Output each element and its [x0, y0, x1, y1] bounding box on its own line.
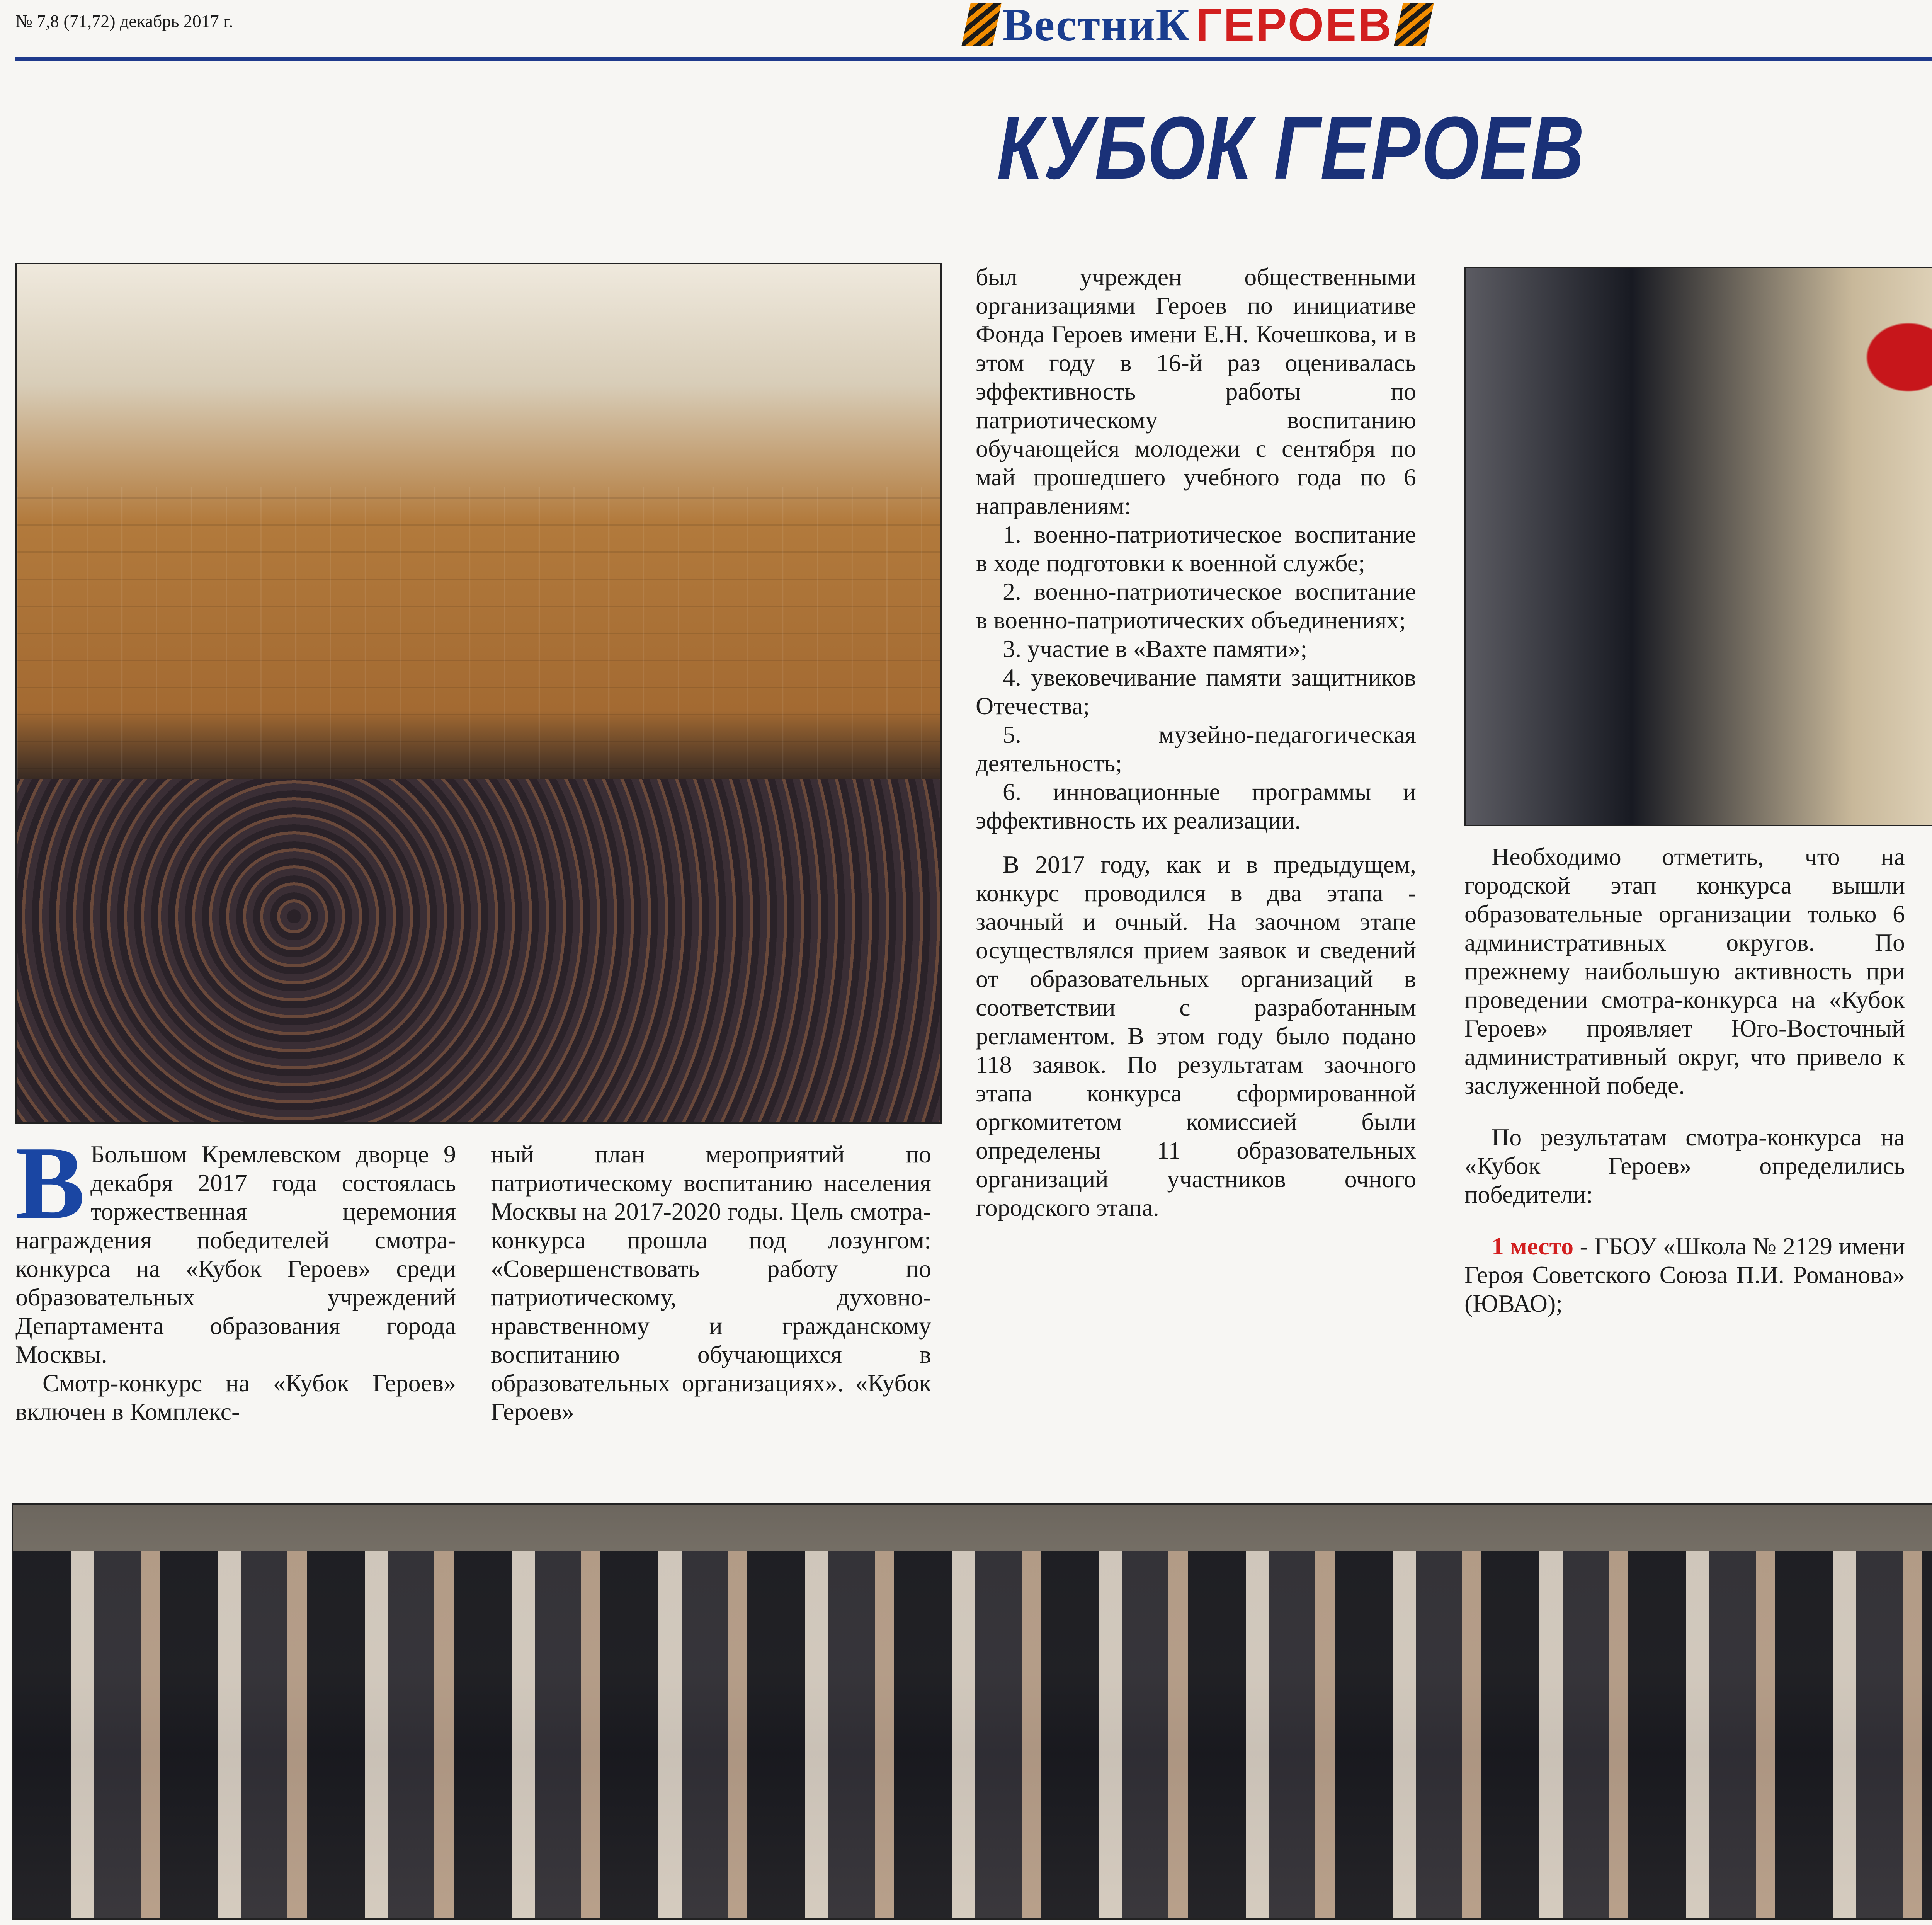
photo-award-winners-group: [13, 1551, 1932, 1918]
masthead-part2: ГЕРОЕВ: [1196, 0, 1393, 51]
list-item: 6. инновационные программы и эффективность их реализации.: [976, 778, 1416, 834]
article-paragraph: По результатам смотра-конкурса на «Кубок Героев» определились победители:: [1464, 1123, 1905, 1208]
article-paragraph: был учрежден общественными организациями Героев по инициативе Фонда Героев имени Е.Н. Кочешкова, и в этом году в 16-й раз оценивалась эффективность работы по патриотическому воспитанию обучающейся молодежи с сентября по май прошедшего учебного года по 6 направлениям:: [976, 263, 1416, 519]
ribbon-icon: [1394, 3, 1434, 46]
place-label: 1 место: [1492, 1232, 1574, 1260]
article-paragraph: ный план мероприятий по патриотическому воспитанию населения Москвы на 2017-2020 годы. Цель смотра-конкурса прошла под лозунгом: «Совершенствовать работу по патриотическому, духовно-нравственному и гражданскому воспитанию обучающихся в образовательных организациях». «Кубок Героев»: [491, 1140, 931, 1425]
article-paragraph: Необходимо отметить, что на городской этап конкурса вышли образовательные организации только 6 административных округов. По прежнему наибольшую активность при проведении смотра-конкурса на «Кубок Героев» проявляет Юго-Восточный административный округ, что привело к заслуженной победе.: [1464, 843, 1905, 1099]
list-item: 2. военно-патриотическое воспитание в военно-патриотических объединениях;: [976, 578, 1416, 634]
dropcap: В: [15, 1125, 85, 1241]
list-item: 1. военно-патриотическое воспитание в ходе подготовки к военной службе;: [976, 521, 1416, 577]
article-column-3: [976, 263, 1416, 1222]
photo-cadets-figures: [1466, 268, 1932, 825]
photo-hall-ceremony: [15, 263, 942, 1124]
list-item: 3. участие в «Вахте памяти»;: [1003, 635, 1308, 662]
photo-crowd: [17, 779, 940, 1122]
header-rule: [15, 57, 1932, 61]
article-column-2: [491, 1140, 931, 1426]
winner-first: [1464, 1232, 1905, 1318]
article-paragraph: Большом Кремлевском дворце 9 декабря 2017 года состоялась торжественная церемония награждения победителей смотра-конкурса на «Кубок Героев» среди образовательных учреждений Департамента образования города Москвы.: [15, 1140, 456, 1368]
photo-floor: [17, 487, 940, 796]
place-text: - ГБОУ «Школа № 2129 имени Героя Советского Союза П.И. Романова» (ЮВАО);: [1464, 1232, 1905, 1317]
article-paragraph: Смотр-конкурс на «Кубок Героев» включен в Комплекс-: [15, 1369, 456, 1425]
article-column-1: [15, 1125, 456, 1426]
issue-info: № 7,8 (71,72) декабрь 2017 г.: [15, 11, 233, 31]
photo-cadets: [1464, 267, 1932, 826]
list-item: 4. увековечивание памяти защитников Отечества;: [976, 664, 1416, 720]
article-title: КУБОК ГЕРОЕВ: [997, 98, 1585, 197]
photo-award-winners: [12, 1503, 1932, 1920]
ribbon-icon: [961, 3, 1001, 46]
article-column-4: [1464, 843, 1905, 1318]
list-item: 5. музейно-педагогическая деятельность;: [976, 721, 1416, 777]
article-paragraph: В 2017 году, как и в предыдущем, конкурс проводился в два этапа - заочный и очный. На заочном этапе осуществлялся прием заявок и сведений от образовательных организаций в соответствии с разработанным регламентом. В этом году было подано 118 заявок. По результатам заочного этапа конкурса сформированной оргкомитетом комиссией были определены 11 образовательных организаций участников очного городского этапа.: [976, 851, 1416, 1221]
masthead: [966, 0, 1429, 52]
masthead-part1: ВестниК: [1002, 0, 1190, 50]
